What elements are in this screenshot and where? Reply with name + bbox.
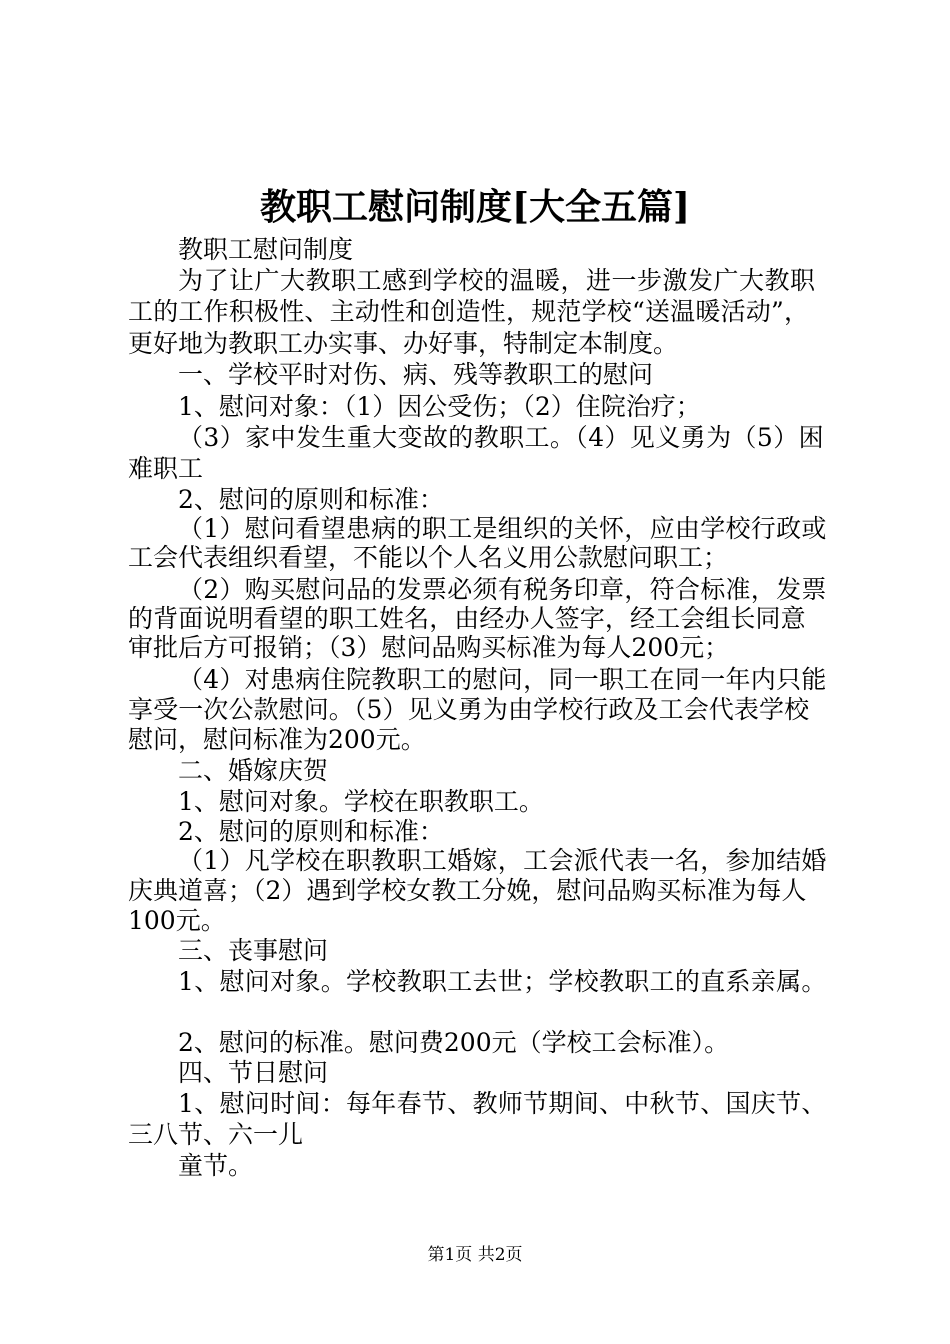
body-line: 童节。 [178, 1151, 254, 1180]
body-line: （1）凡学校在职教职工婚嫁，工会派代表一名，参加结婚 [178, 846, 827, 875]
body-line: 难职工 [128, 454, 204, 483]
document-title: 教职工慰问制度[大全五篇] [259, 186, 691, 228]
body-line: 慰问，慰问标准为200元。 [128, 725, 426, 754]
body-line: 工的工作积极性、主动性和创造性，规范学校“送温暖活动”， [128, 297, 810, 326]
section-heading-4: 四、节日慰问 [178, 1058, 329, 1087]
body-line: 1、慰问时间：每年春节、教师节期间、中秋节、国庆节、 [178, 1089, 827, 1118]
section-heading-3: 三、丧事慰问 [178, 936, 329, 965]
body-line: 为了让广大教职工感到学校的温暖，进一步激发广大教职 [178, 266, 816, 295]
page-footer: 第1页 共2页 [427, 1245, 523, 1265]
body-line: 1、慰问对象。学校在职教职工。 [178, 787, 544, 816]
section-heading-2: 二、婚嫁庆贺 [178, 756, 329, 785]
body-line: 工会代表组织看望，不能以个人名义用公款慰问职工； [128, 543, 729, 572]
body-line: （1）慰问看望患病的职工是组织的关怀，应由学校行政或 [178, 514, 827, 543]
body-line: （4）对患病住院教职工的慰问，同一职工在同一年内只能 [178, 665, 827, 694]
body-line: （3）家中发生重大变故的教职工。（4）见义勇为（5）困 [178, 423, 825, 452]
body-line: 1、慰问对象。学校教职工去世；学校教职工的直系亲属。 [178, 967, 827, 996]
body-line: 三八节、六一儿 [128, 1120, 304, 1149]
body-line: 2、慰问的标准。慰问费200元（学校工会标准）。 [178, 1028, 730, 1057]
body-line: （2）购买慰问品的发票必须有税务印章，符合标准，发票 [178, 575, 827, 604]
body-line: 审批后方可报销；（3）慰问品购买标准为每人200元； [128, 633, 730, 662]
subtitle-line: 教职工慰问制度 [178, 235, 354, 264]
body-line: 100元。 [128, 906, 226, 935]
body-line: 2、慰问的原则和标准： [178, 817, 444, 846]
body-line: 享受一次公款慰问。（5）见义勇为由学校行政及工会代表学校 [128, 695, 810, 724]
body-line: 2、慰问的原则和标准： [178, 485, 444, 514]
body-line: 庆典道喜；（2）遇到学校女教工分娩，慰问品购买标准为每人 [128, 876, 807, 905]
body-line: 更好地为教职工办实事、办好事，特制定本制度。 [128, 329, 679, 358]
body-line: 的背面说明看望的职工姓名，由经办人签字，经工会组长同意 [128, 604, 806, 633]
body-line: 1、慰问对象：（1）因公受伤；（2）住院治疗； [178, 392, 701, 421]
section-heading-1: 一、学校平时对伤、病、残等教职工的慰问 [178, 360, 654, 389]
